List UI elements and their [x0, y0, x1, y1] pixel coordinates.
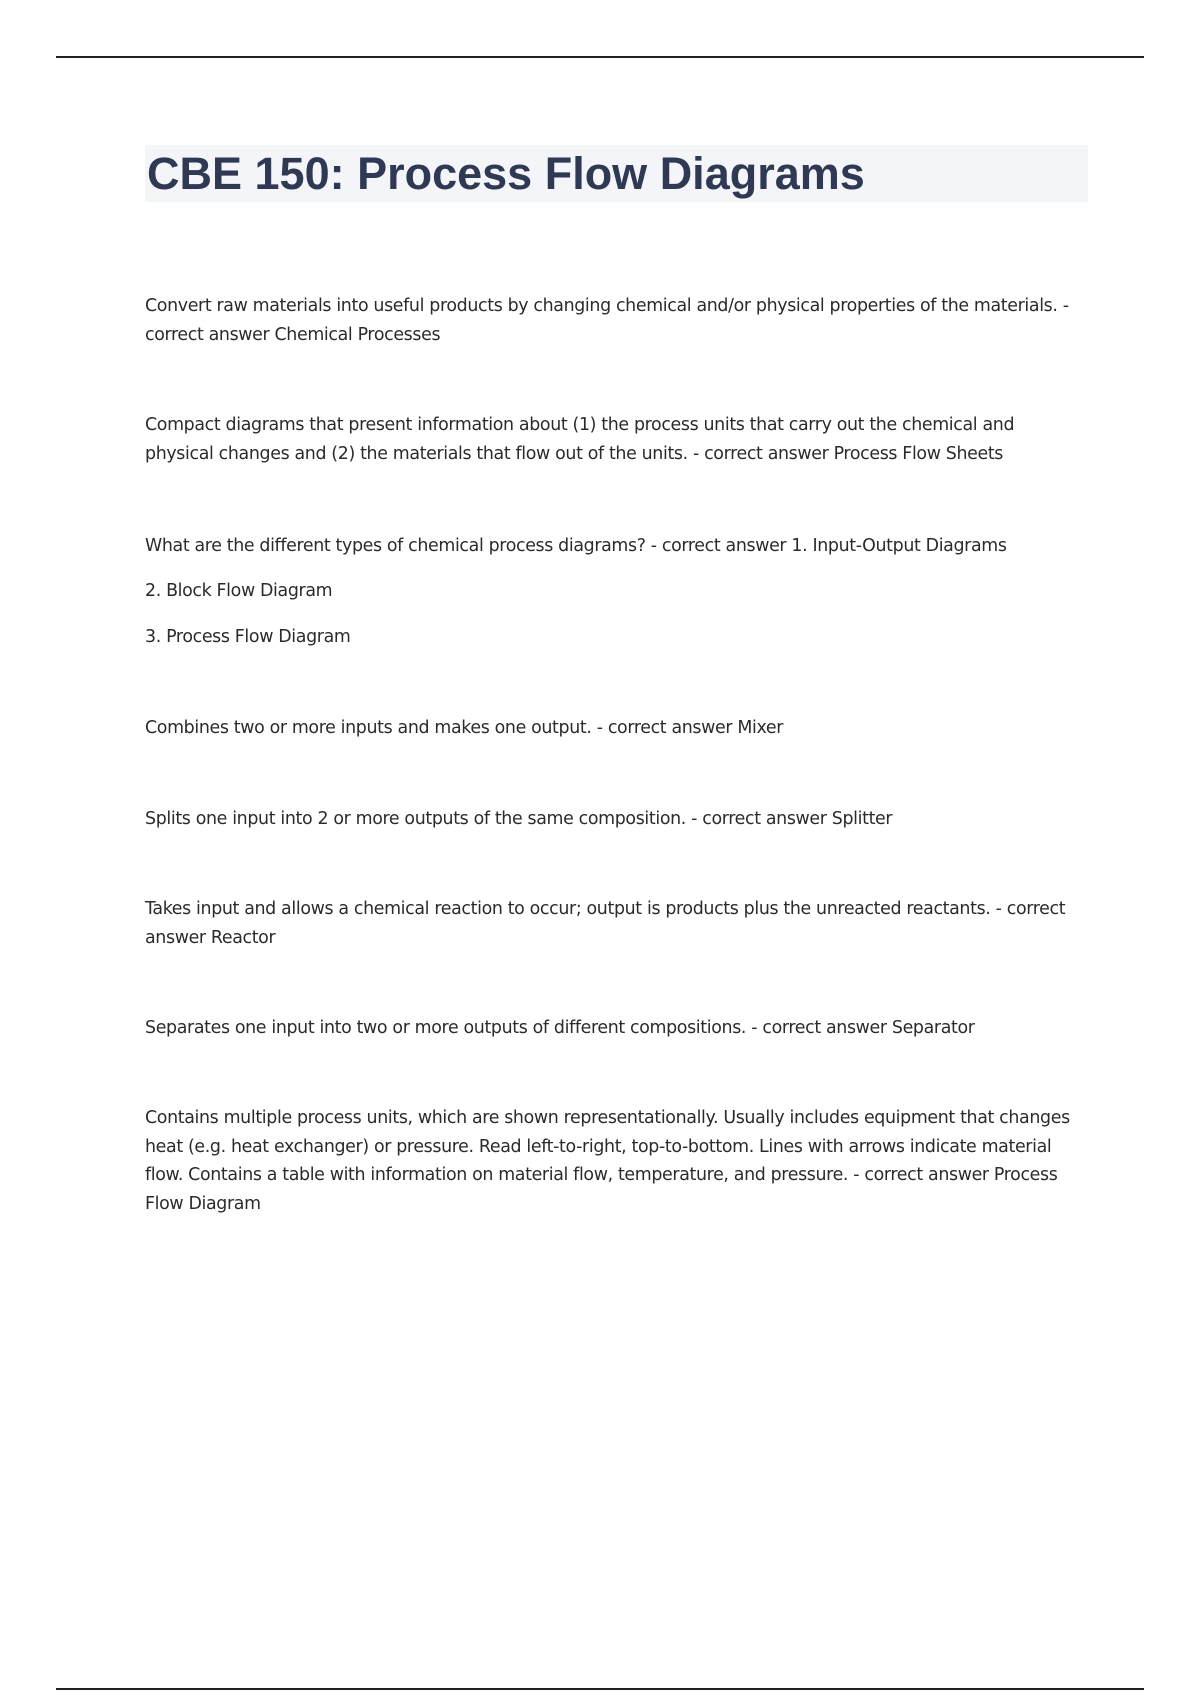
flashcard-list-item: 2. Block Flow Diagram [145, 580, 333, 601]
flashcard-mixer [145, 714, 1085, 743]
bottom-rule [56, 1688, 1144, 1690]
flashcard-process-flow-sheets [145, 411, 1085, 468]
flashcard-text: Contains multiple process units, which are shown representationally. Usually includes equipment that changes heat (e.g. heat exchanger) or pressure. Read left-to-right, top-to-bottom. Lines with arrows indicate material flow. Contains a table with information on material flow, temperature, and pressure. - correct answer Process Flow Diagram [145, 1108, 1070, 1214]
flashcard-text: Combines two or more inputs and makes one output. - correct answer Mixer [145, 718, 784, 738]
flashcard-text: Splits one input into 2 or more outputs of the same composition. - correct answer Splitter [145, 809, 893, 829]
flashcard-diagram-types [145, 532, 1085, 652]
flashcard-text: Separates one input into two or more outputs of different compositions. - correct answer Separator [145, 1018, 975, 1038]
page-title: CBE 150: Process Flow Diagrams [147, 148, 865, 199]
flashcard-text: Takes input and allows a chemical reaction to occur; output is products plus the unreacted reactants. - correct answer Reactor [145, 899, 1066, 948]
top-rule [56, 56, 1144, 58]
flashcard-text: Compact diagrams that present information about (1) the process units that carry out the chemical and physical changes and (2) the materials that flow out of the units. - correct answer Process Flow Sheets [145, 415, 1015, 464]
title-banner [145, 145, 1088, 202]
flashcard-chemical-processes [145, 292, 1085, 349]
flashcard-reactor [145, 895, 1085, 952]
flashcard-separator [145, 1014, 1085, 1043]
flashcard-text: What are the different types of chemical process diagrams? - correct answer 1. Input-Output Diagrams [145, 536, 1007, 556]
flashcard-splitter [145, 805, 1085, 834]
flashcard-list-item: 3. Process Flow Diagram [145, 627, 351, 647]
flashcard-text: Convert raw materials into useful products by changing chemical and/or physical properties of the materials. - correct answer Chemical Processes [145, 296, 1069, 345]
flashcard-process-flow-diagram [145, 1104, 1085, 1218]
